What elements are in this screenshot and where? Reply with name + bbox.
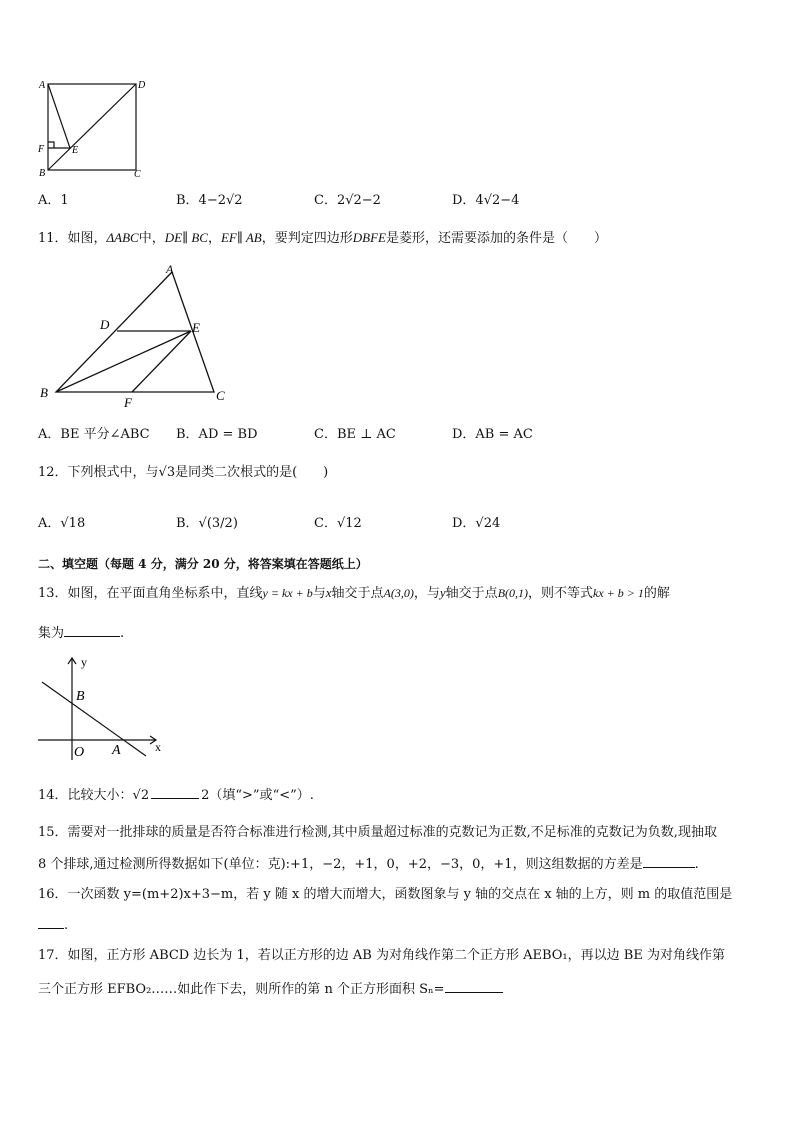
q10-figure bbox=[30, 74, 160, 180]
q11-figure bbox=[34, 262, 244, 410]
q11-option-a: A．BE 平分∠ABC bbox=[38, 427, 150, 442]
q17-line1: 17．如图，正方形 ABCD 边长为 1，若以正方形的边 AB 为对角线作第二个正方形 AEBO₁，再以边 BE 为对角线作第 bbox=[38, 948, 725, 963]
segment-ae bbox=[48, 84, 70, 148]
diagonal-bd bbox=[48, 84, 136, 170]
answer-blank[interactable] bbox=[445, 980, 503, 993]
label-b: B bbox=[76, 689, 85, 704]
q10-option-a: A．1 bbox=[38, 193, 69, 208]
label-c: C bbox=[134, 169, 141, 180]
q13-stem: 13．如图，在平面直角坐标系中，直线y = kx + b与x轴交于点A(3,0)，与y轴交于点B(0,1)，则不等式kx + b > 1的解 bbox=[38, 585, 670, 601]
q14-stem: 14．比较大小：√2 2（填“>”或“<”）. bbox=[38, 788, 314, 803]
label-d: D bbox=[100, 317, 110, 332]
q17-line2: 三个正方形 EFBO₂……如此作下去，则所作的第 n 个正方形面积 Sₙ= bbox=[38, 980, 503, 999]
label-b: B bbox=[39, 168, 46, 179]
q10-option-d: D．4√2−4 bbox=[452, 193, 520, 208]
answer-blank[interactable] bbox=[64, 624, 120, 637]
q11-option-d: D．AB = AC bbox=[452, 427, 533, 442]
label-b: B bbox=[40, 385, 48, 400]
label-e: E bbox=[192, 320, 200, 335]
q15-line1: 15．需要对一批排球的质量是否符合标准进行检测,其中质量超过标准的克数记为正数,不足标准的克数记为负数,现抽取 bbox=[38, 825, 717, 840]
label-a: A bbox=[112, 743, 121, 758]
label-e: E bbox=[72, 145, 79, 156]
q16-line1: 16．一次函数 y=(m+2)x+3−m，若 y 随 x 的增大而增大，函数图象与 y 轴的交点在 x 轴的上方，则 m 的取值范围是 bbox=[38, 887, 733, 902]
segment-ef bbox=[132, 331, 191, 392]
label-d: D bbox=[138, 80, 146, 91]
q10-option-c: C．2√2−2 bbox=[314, 193, 381, 208]
label-c: C bbox=[216, 388, 225, 403]
segment-be bbox=[56, 331, 191, 392]
label-f: F bbox=[124, 395, 132, 410]
answer-blank[interactable] bbox=[38, 916, 64, 929]
answer-blank[interactable] bbox=[643, 855, 695, 868]
q12-option-a: A．√18 bbox=[38, 516, 86, 531]
label-a: A bbox=[39, 80, 46, 91]
q16-line2: . bbox=[38, 916, 68, 935]
answer-blank[interactable] bbox=[151, 786, 199, 799]
right-angle-mark bbox=[48, 142, 54, 148]
q12-option-d: D．√24 bbox=[452, 516, 501, 531]
q11-option-c: C．BE ⊥ AC bbox=[314, 427, 396, 442]
q11-option-b: B．AD = BD bbox=[176, 427, 258, 442]
label-y: y bbox=[81, 655, 87, 669]
label-x: x bbox=[155, 740, 161, 754]
section-2-title: 二、填空题（每题 4 分，满分 20 分，将答案填在答题纸上） bbox=[38, 557, 368, 571]
q11-stem: 11．如图，ΔABC中，DE∥ BC，EF∥ AB，要判定四边形DBFE是菱形，还需要添加的条件是（ ） bbox=[38, 230, 608, 246]
q12-option-b: B．√(3/2) bbox=[176, 516, 238, 531]
label-f: F bbox=[38, 144, 45, 155]
line-kx-b bbox=[42, 682, 146, 756]
label-a: A bbox=[166, 262, 174, 276]
q12-option-c: C．√12 bbox=[314, 516, 362, 531]
q10-option-b: B．4−2√2 bbox=[176, 193, 243, 208]
q13-line2: 集为 . bbox=[38, 626, 125, 641]
q12-stem: 12．下列根式中，与√3是同类二次根式的是( ) bbox=[38, 465, 329, 480]
label-o: O bbox=[74, 745, 85, 760]
q15-line2: 8 个排球,通过检测所得数据如下(单位：克):+1，−2，+1，0，+2，−3，0，+1，则这组数据的方差是 . bbox=[38, 857, 699, 872]
q13-coordinate-figure bbox=[34, 652, 170, 764]
